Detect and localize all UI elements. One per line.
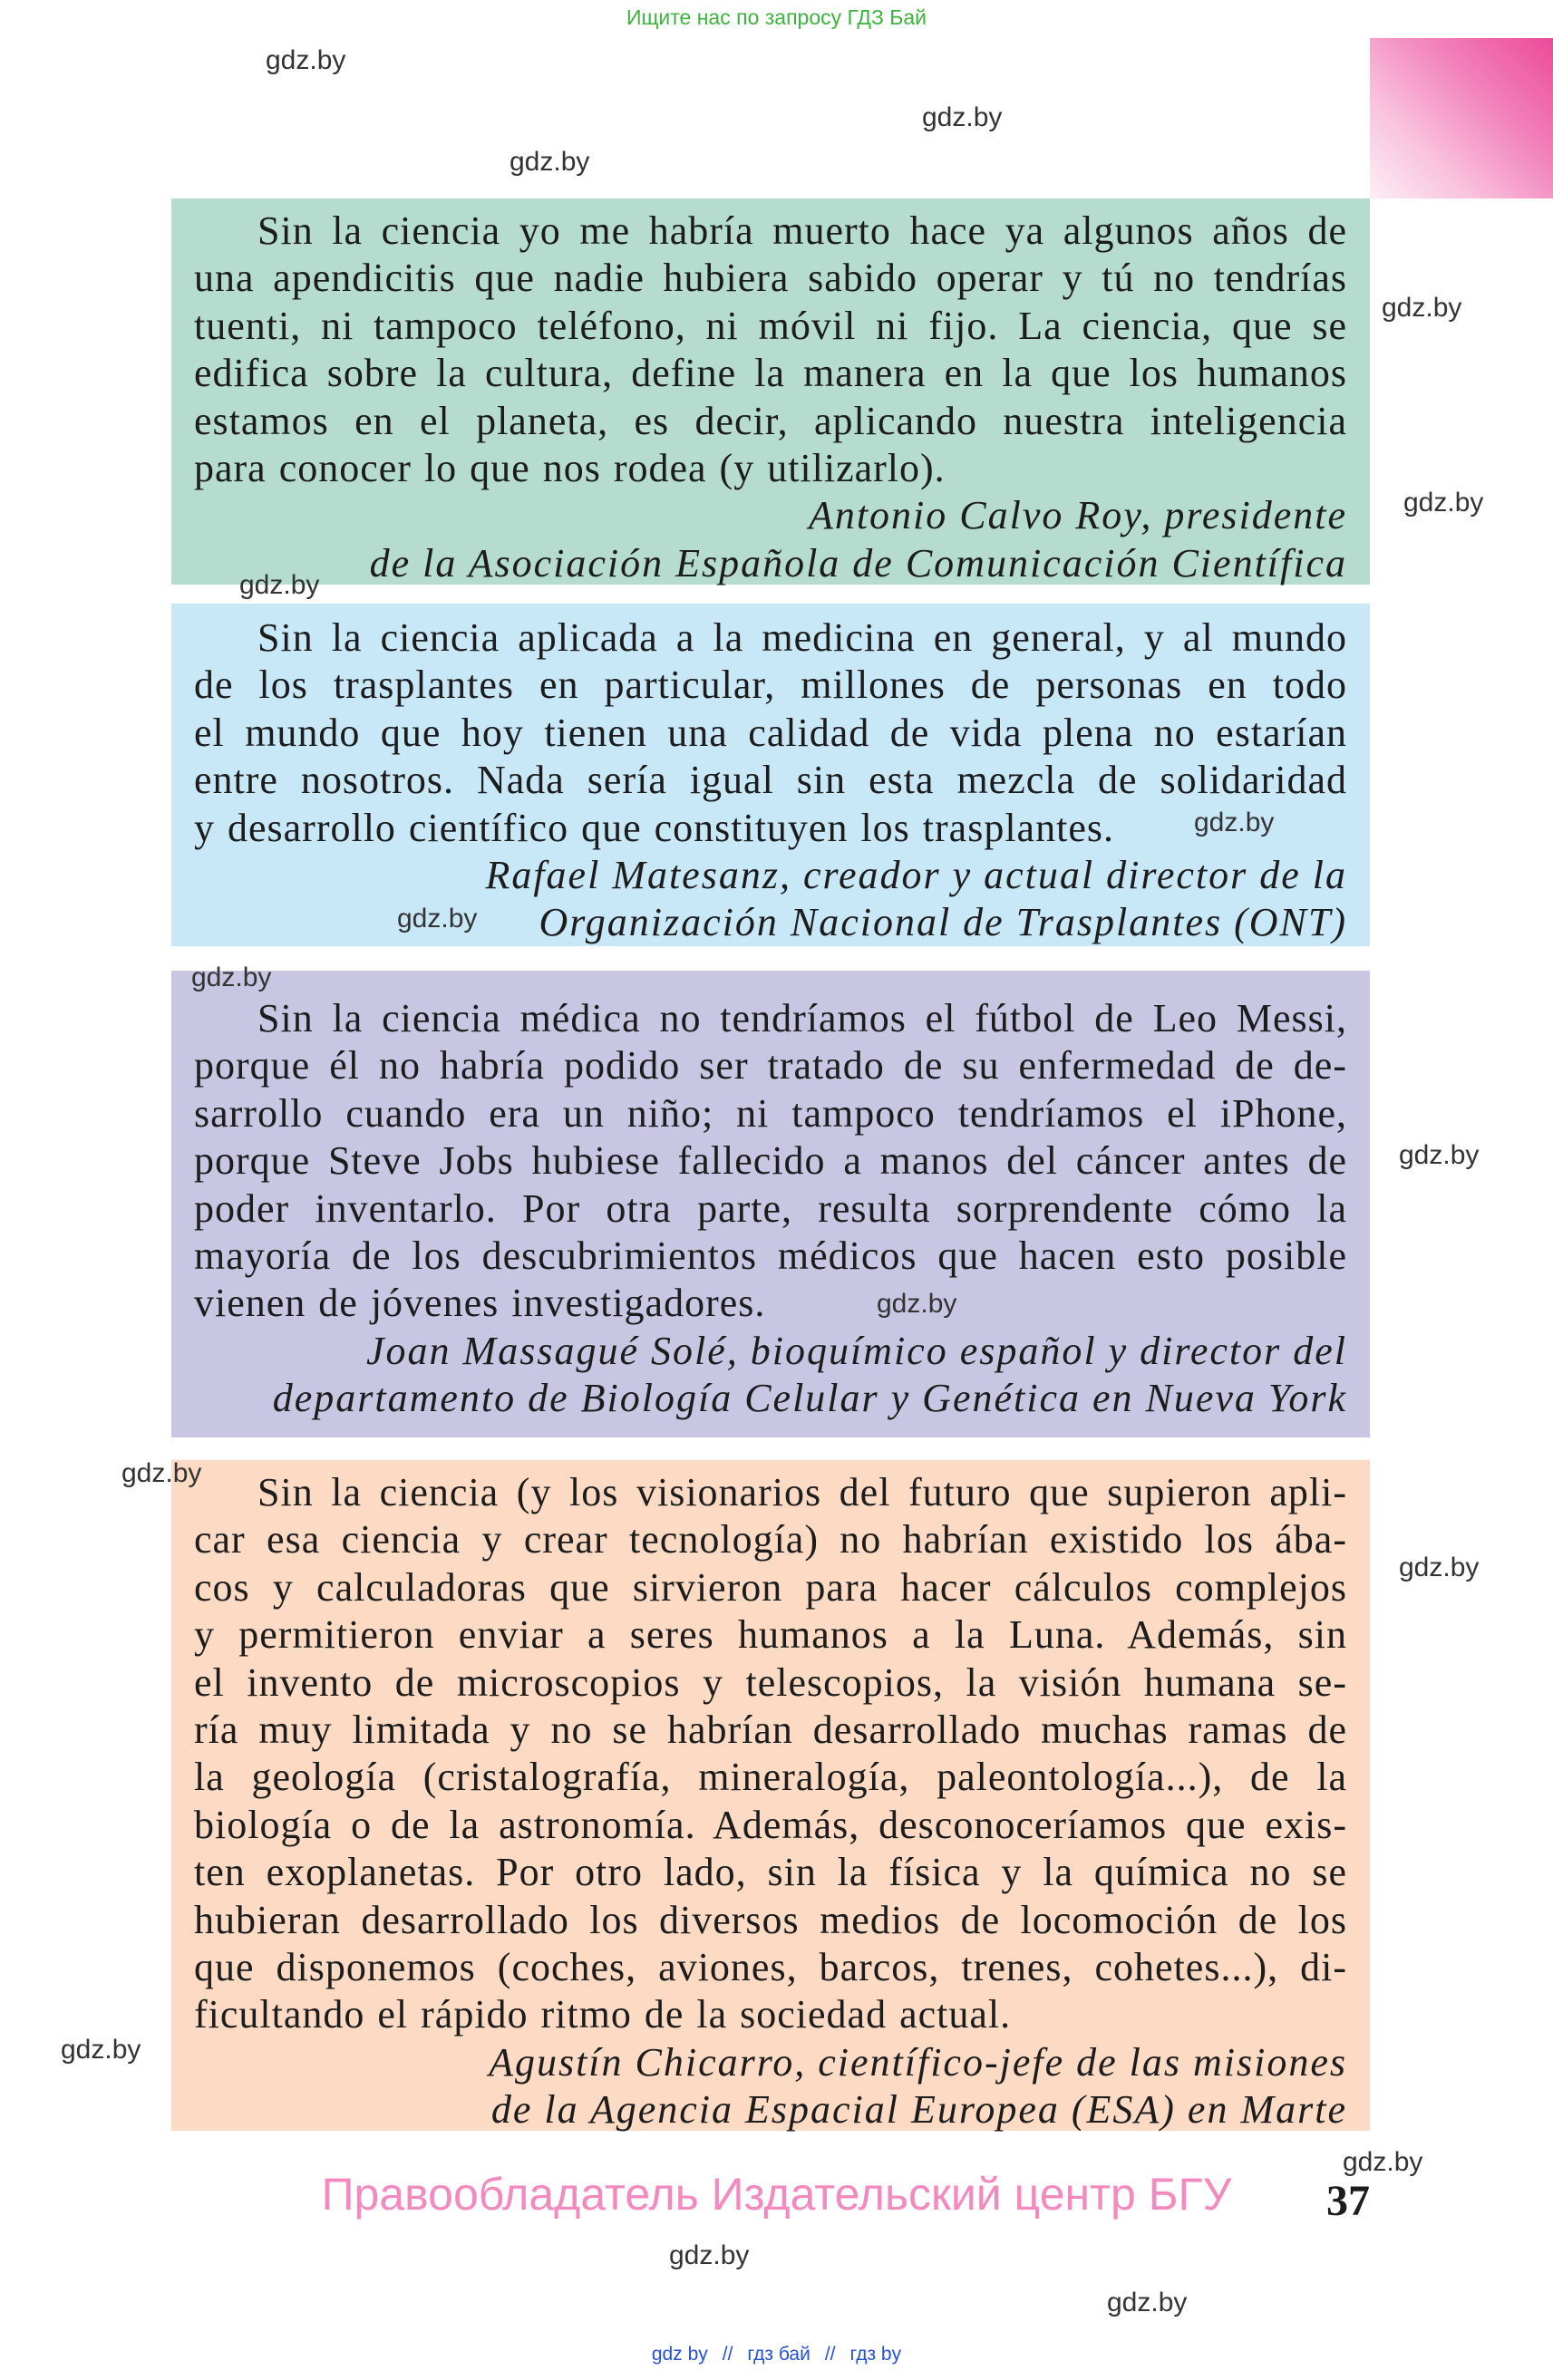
corner-decoration [1370, 38, 1553, 198]
quote-line: una apendicitis que nadie hubiera sabido operar y tú no tendrías [194, 256, 1347, 301]
attribution-line: Joan Massagué Solé, bioquímico español y director del [366, 1328, 1347, 1373]
watermark: gdz.by [266, 45, 346, 75]
link-gdz-by-cyrillic[interactable]: гдз by [849, 2344, 902, 2365]
quote-line: de los trasplantes en particular, millones de personas en todo [194, 663, 1347, 708]
quote-line: car esa ciencia y crear tecnología) no habrían existido los ába- [194, 1517, 1347, 1562]
quote-line: ficultando el rápido ritmo de la sociedad actual. [194, 1992, 1012, 2037]
watermark: gdz.by [510, 147, 590, 177]
quote-line: ría muy limitada y no se habrían desarrollado muchas ramas de [194, 1707, 1347, 1752]
quote-line: Sin la ciencia médica no tendríamos el fútbol de Leo Messi, [257, 996, 1347, 1040]
watermark: gdz.by [191, 963, 272, 992]
search-hint: Ищите нас по запросу ГДЗ Бай [626, 5, 927, 29]
watermark: gdz.by [1399, 1140, 1480, 1170]
quote-line: el invento de microscopios y telescopios, la visión humana se- [194, 1659, 1347, 1705]
quote-line: vienen de jóvenes investigadores. [194, 1281, 766, 1326]
quote-line: porque él no habría podido ser tratado de su enfermedad de de- [194, 1043, 1347, 1088]
quote-line: que disponemos (coches, aviones, barcos, trenes, cohetes...), di- [194, 1944, 1347, 1989]
watermark: gdz.by [669, 2240, 750, 2270]
quote-line: entre nosotros. Nada sería igual sin esta mezcla de solidaridad [194, 758, 1347, 803]
quote-line: porque Steve Jobs hubiese fallecido a manos del cáncer antes de [194, 1138, 1347, 1184]
quote-box-chicarro [171, 1460, 1370, 2131]
attribution-line: Organización Nacional de Trasplantes (ONT) [539, 900, 1347, 945]
link-gdz-by[interactable]: gdz by [651, 2344, 708, 2365]
link-separator: // [824, 2344, 836, 2365]
quote-line: hubieran desarrollado los diversos medios de locomoción de los [194, 1897, 1347, 1942]
watermark: gdz.by [1107, 2288, 1188, 2317]
quote-line: para conocer lo que nos rodea (y utilizarlo). [194, 445, 946, 490]
attribution-line: Antonio Calvo Roy, presidente [808, 493, 1347, 538]
quote-line: mayoría de los descubrimientos médicos que hacen esto posible [194, 1233, 1347, 1278]
attribution-line: departamento de Biología Celular y Genética en Nueva York [272, 1376, 1347, 1421]
link-gdz-bai[interactable]: гдз бай [747, 2344, 810, 2365]
quote-line: ten exoplanetas. Por otro lado, sin la física y la química no se [194, 1850, 1347, 1895]
quote-line: y desarrollo científico que constituyen los trasplantes. [194, 805, 1114, 850]
footer-links [0, 2343, 1553, 2366]
attribution-line: de la Asociación Española de Comunicación Científica [369, 540, 1347, 585]
quote-box-massague [171, 971, 1370, 1437]
quote-line: Sin la ciencia (y los visionarios del futuro que supieron apli- [257, 1470, 1347, 1514]
watermark: gdz.by [1403, 488, 1484, 518]
quote-line: y permitieron enviar a seres humanos a la Luna. Además, sin [194, 1612, 1347, 1658]
page-number: 37 [1326, 2177, 1370, 2225]
quote-line: estamos en el planeta, es decir, aplicando nuestra inteligencia [194, 398, 1347, 443]
watermark: gdz.by [922, 102, 1003, 132]
quote-line: sarrollo cuando era un niño; ni tampoco tendríamos el iPhone, [194, 1090, 1347, 1136]
watermark: gdz.by [877, 1289, 957, 1319]
attribution-line: de la Agencia Espacial Europea (ESA) en Marte [490, 2087, 1347, 2133]
watermark: gdz.by [239, 570, 320, 600]
quote-box-matesanz [171, 604, 1370, 946]
quote-line: Sin la ciencia yo me habría muerto hace ya algunos años de [257, 208, 1347, 253]
link-separator: // [722, 2344, 733, 2365]
quote-line: poder inventarlo. Por otra parte, resulta sorprendente cómo la [194, 1185, 1347, 1231]
quote-box-calvo-roy [171, 198, 1370, 585]
watermark: gdz.by [397, 904, 478, 934]
watermark: gdz.by [1343, 2147, 1423, 2177]
quote-line: el mundo que hoy tienen una calidad de vida plena no estarían [194, 710, 1347, 755]
quote-line: Sin la ciencia aplicada a la medicina en general, y al mundo [257, 615, 1347, 660]
quote-line: biología o de la astronomía. Además, desconoceríamos que exis- [194, 1802, 1347, 1847]
quote-line: la geología (cristalografía, mineralogía, paleontología...), de la [194, 1755, 1347, 1800]
attribution-line: Rafael Matesanz, creador y actual director de la [485, 852, 1347, 897]
watermark: gdz.by [1382, 293, 1462, 323]
quote-line: edifica sobre la cultura, define la manera en la que los humanos [194, 351, 1347, 396]
watermark: gdz.by [61, 2035, 141, 2065]
watermark: gdz.by [1399, 1553, 1480, 1582]
attribution-line: Agustín Chicarro, científico-jefe de las misiones [489, 2039, 1347, 2085]
copyright-notice: Правообладатель Издательский центр БГУ [321, 2169, 1232, 2220]
quote-line: cos y calculadoras que sirvieron para hacer cálculos complejos [194, 1564, 1347, 1610]
quote-line: tuenti, ni tampoco teléfono, ni móvil ni fijo. La ciencia, que se [194, 303, 1347, 348]
watermark: gdz.by [1194, 808, 1275, 837]
watermark: gdz.by [121, 1458, 202, 1488]
